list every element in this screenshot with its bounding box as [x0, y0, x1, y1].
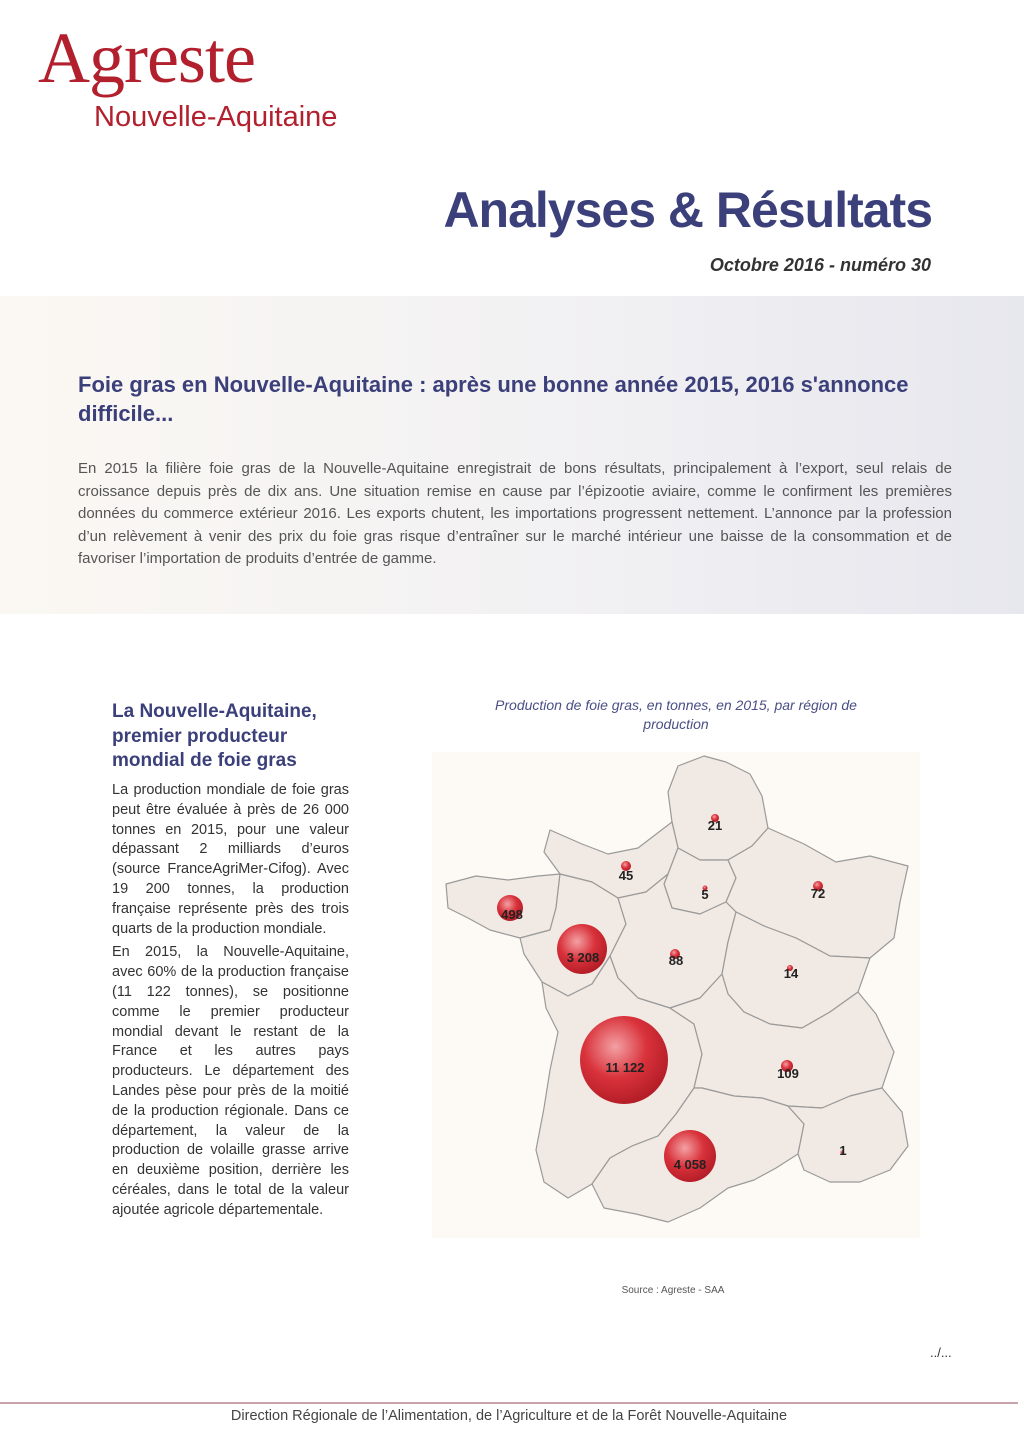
section-paragraph-2: En 2015, la Nouvelle-Aquitaine, avec 60% de la production française (11 122 tonnes), se positionne comme le premier producteur mondial devant le restant de la France et les autres pays producteurs. Le département des Landes pèse pour près de la moitié de la production régionale. Dans ce département, la valeur de la production de volaille grasse arrive en deuxième position, derrière les céréales, dans le total de la valeur ajoutée agricole départementale.: [112, 944, 349, 1218]
footer-divider: [0, 1402, 1018, 1404]
value-label-grand-est: 72: [810, 886, 826, 901]
value-label-pays-de-la-loire: 3 208: [566, 950, 600, 965]
map-caption: Production de foie gras, en tonnes, en 2015, par région de production: [495, 697, 857, 732]
publication-title: Analyses & Résultats: [443, 182, 932, 238]
france-regions-map: [432, 752, 920, 1238]
bubble-pays-de-la-loire: [557, 924, 607, 974]
value-label-normandie: 45: [618, 868, 634, 883]
section-body: [112, 781, 349, 1225]
value-label-bretagne: 498: [501, 907, 523, 922]
article-title: Foie gras en Nouvelle-Aquitaine : après une bonne année 2015, 2016 s'annonce difficile...: [78, 372, 909, 426]
value-label-auvergne-rhone-alpes: 109: [777, 1066, 799, 1081]
footer-text: Direction Régionale de l’Alimentation, de l’Agriculture et de la Forêt Nouvelle-Aquitaine: [230, 1408, 788, 1424]
value-label-ile-de-france: 5: [701, 887, 709, 902]
value-label-nouvelle-aquitaine: 11 122: [605, 1060, 645, 1075]
section-paragraph-1: La production mondiale de foie gras peut être évaluée à près de 26 000 tonnes en 2015, pour une valeur dépassant 2 milliards d’euros (source FranceAgriMer-Cifog). Avec 19 200 tonnes, la production française représente près des trois quarts de la production mondiale.: [112, 782, 349, 937]
map-source: Source : Agreste - SAA: [621, 1285, 725, 1296]
bubble-occitanie: [664, 1130, 716, 1182]
agreste-logo: Agreste: [38, 18, 255, 98]
value-label-hauts-de-france: 21: [707, 818, 723, 833]
section-title: La Nouvelle-Aquitaine, premier producteur mondial de foie gras: [112, 701, 317, 771]
article-lead: En 2015 la filière foie gras de la Nouvelle-Aquitaine enregistrait de bons résultats, principalement à l’export, seul relais de croissance depuis près de dix ans. Une situation remise en cause par l’épizootie aviaire, comme le confirment les premières données du commerce extérieur 2016. Les exports chutent, les importations progressent nettement. L’annonce par la profession d’un relèvement à venir des prix du foie gras risque d’entraîner sur le marché intérieur une baisse de la consommation et de favoriser l’importation de produits d’entrée de gamme.: [78, 460, 952, 567]
value-label-occitanie: 4 058: [673, 1157, 707, 1172]
value-label-paca: 1: [839, 1143, 847, 1158]
continued-marker: ../...: [930, 1345, 952, 1360]
production-map: [432, 752, 920, 1238]
value-label-bourgogne-franche-comte: 14: [783, 966, 799, 981]
value-label-centre-val-de-loire: 88: [668, 953, 684, 968]
logo-region-name: Nouvelle-Aquitaine: [94, 101, 338, 133]
issue-date-number: Octobre 2016 - numéro 30: [709, 255, 931, 275]
